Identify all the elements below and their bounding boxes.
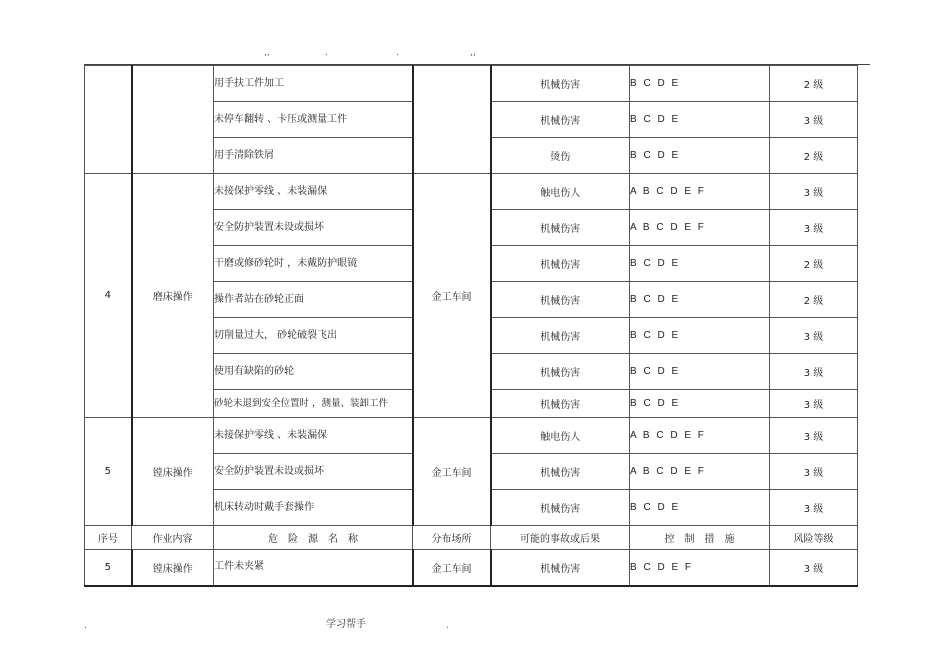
hazard-cell: 砂轮未退到安全位置时 ，测量、装卸工件 [214,390,413,418]
no-cell [85,66,132,174]
consequence-cell: 烫伤 [491,138,630,174]
hazard-cell: 工件未夹紧 [214,550,413,586]
measures-cell: B C D E [630,490,770,526]
hazard-cell: 使用有缺陷的砂轮 [214,354,413,390]
level-cell: 2 级 [770,246,858,282]
footer-text: 学习帮手 [326,619,366,630]
consequence-cell: 机械伤害 [491,354,630,390]
measures-cell: B C D E [630,390,770,418]
task-cell: 镗床操作 [132,418,214,526]
level-cell: 3 级 [770,102,858,138]
hazard-cell: 安全防护装置未设或损坏 [214,454,413,490]
measures-cell: A B C D E F [630,454,770,490]
location-cell: 金工车间 [413,174,491,418]
consequence-cell: 机械伤害 [491,282,630,318]
hazard-cell: 未停车翻转 、卡压或测量工件 [214,102,413,138]
level-cell: 2 级 [770,138,858,174]
header-mark: ,, [264,48,270,58]
consequence-cell: 触电伤人 [491,174,630,210]
location-cell: 金工车间 [413,550,491,586]
header-mark: . [396,48,399,58]
level-cell: 3 级 [770,390,858,418]
measures-cell: A B C D E F [630,174,770,210]
measures-cell: B C D E F [630,550,770,586]
consequence-cell: 机械伤害 [491,490,630,526]
task-cell [132,66,214,174]
table-row [85,418,858,454]
measures-cell: B C D E [630,354,770,390]
consequence-cell: 机械伤害 [491,550,630,586]
level-cell: 3 级 [770,454,858,490]
measures-cell: B C D E [630,66,770,102]
consequence-cell: 机械伤害 [491,66,630,102]
header-mark: . [325,48,328,58]
risk-table [84,65,858,587]
hazard-cell: 未接保护零线 、未装漏保 [214,418,413,454]
header-measures: 控 制 措 施 [630,526,770,550]
measures-cell: A B C D E F [630,418,770,454]
table-header-row [85,526,858,550]
hazard-cell: 用手清除铁屑 [214,138,413,174]
task-cell: 镗床操作 [132,550,214,586]
level-cell: 3 级 [770,550,858,586]
hazard-cell: 安全防护装置未设或损坏 [214,210,413,246]
header-level: 风险等级 [770,526,858,550]
hazard-cell: 未接保护零线 、未装漏保 [214,174,413,210]
consequence-cell: 触电伤人 [491,418,630,454]
no-cell: 5 [85,550,132,586]
table-row [85,66,858,102]
consequence-cell: 机械伤害 [491,390,630,418]
measures-cell: B C D E [630,318,770,354]
level-cell: 3 级 [770,490,858,526]
no-cell: 4 [85,174,132,418]
consequence-cell: 机械伤害 [491,210,630,246]
hazard-cell: 切削量过大， 砂轮破裂飞出 [214,318,413,354]
hazard-cell: 机床转动时戴手套操作 [214,490,413,526]
header-location: 分布场所 [413,526,491,550]
measures-cell: B C D E [630,246,770,282]
task-cell: 磨床操作 [132,174,214,418]
consequence-cell: 机械伤害 [491,318,630,354]
footer-mark: . [446,621,449,631]
level-cell: 2 级 [770,282,858,318]
measures-cell: B C D E [630,102,770,138]
measures-cell: A B C D E F [630,210,770,246]
consequence-cell: 机械伤害 [491,102,630,138]
table-row [85,174,858,210]
level-cell: 3 级 [770,418,858,454]
table-row [85,550,858,586]
level-cell: 3 级 [770,318,858,354]
hazard-cell: 干磨或修砂轮时 ，未戴防护眼镜 [214,246,413,282]
header-task: 作业内容 [132,526,214,550]
location-cell: 金工车间 [413,418,491,526]
hazard-cell: 操作者站在砂轮正面 [214,282,413,318]
level-cell: 2 级 [770,66,858,102]
level-cell: 3 级 [770,354,858,390]
header-mark: ,, [470,48,476,58]
consequence-cell: 机械伤害 [491,246,630,282]
level-cell: 3 级 [770,210,858,246]
measures-cell: B C D E [630,282,770,318]
no-cell: 5 [85,418,132,526]
level-cell: 3 级 [770,174,858,210]
location-cell [413,66,491,174]
header-consequence: 可能的事故或后果 [491,526,630,550]
footer-mark: . [84,621,87,631]
measures-cell: B C D E [630,138,770,174]
hazard-cell: 用手扶工件加工 [214,66,413,102]
consequence-cell: 机械伤害 [491,454,630,490]
header-no: 序号 [85,526,132,550]
header-hazard: 危 险 源 名 称 [214,526,413,550]
